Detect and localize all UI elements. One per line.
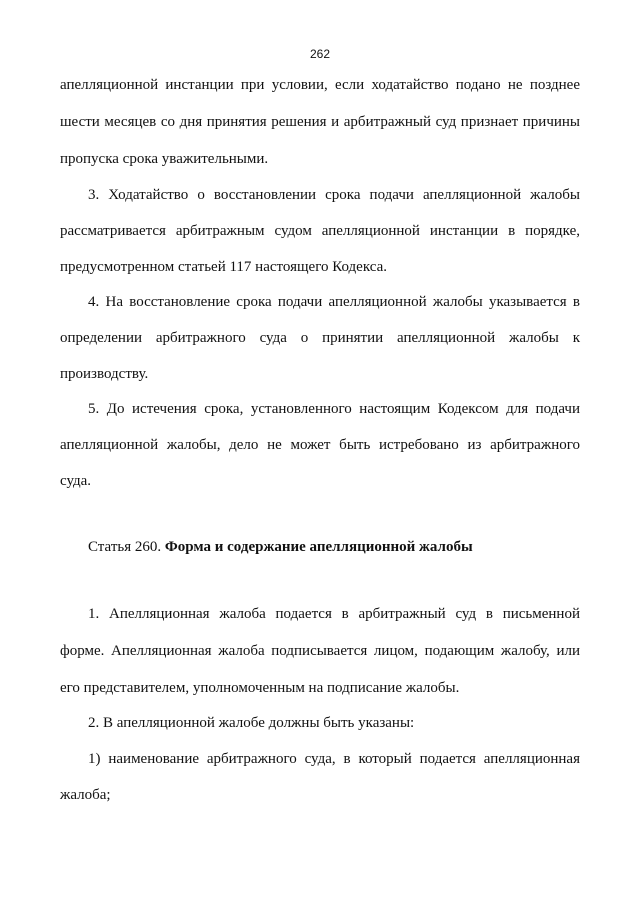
text-line: 3. Ходатайство о восстановлении срока подачи апелляционной жалобы — [88, 187, 580, 203]
text-line: 1. Апелляционная жалоба подается в арбитражный суд в письменной — [88, 606, 580, 622]
text-line: рассматривается арбитражным судом апелляционной инстанции в порядке, — [60, 223, 580, 239]
article-title: Форма и содержание апелляционной жалобы — [164, 539, 473, 555]
text-line: апелляционной жалобы, дело не может быть истребовано из арбитражного — [60, 437, 580, 453]
article-heading — [88, 538, 580, 556]
text-line: апелляционной инстанции при условии, если ходатайство подано не позднее — [60, 77, 580, 93]
text-line: предусмотренном статьей 117 настоящего Кодекса. — [60, 259, 387, 275]
text-line: его представителем, уполномоченным на подписание жалобы. — [60, 680, 460, 696]
article-prefix: Статья 260. — [88, 539, 165, 555]
text-line: шести месяцев со дня принятия решения и арбитражный суд признает причины — [60, 114, 580, 130]
text-line: 1) наименование арбитражного суда, в который подается апелляционная — [88, 751, 580, 767]
page-number: 262 — [309, 47, 331, 61]
text-line: 4. На восстановление срока подачи апелляционной жалобы указывается в — [88, 294, 580, 310]
text-line: определении арбитражного суда о принятии апелляционной жалобы к — [60, 330, 580, 346]
text-line: суда. — [60, 473, 92, 489]
text-line: производству. — [60, 366, 149, 382]
text-line: 5. До истечения срока, установленного настоящим Кодексом для подачи — [88, 401, 580, 417]
text-line: 2. В апелляционной жалобе должны быть указаны: — [88, 715, 415, 731]
text-line: форме. Апелляционная жалоба подписывается лицом, подающим жалобу, или — [60, 643, 580, 659]
text-line: пропуска срока уважительными. — [60, 151, 269, 167]
text-line: жалоба; — [60, 787, 111, 803]
